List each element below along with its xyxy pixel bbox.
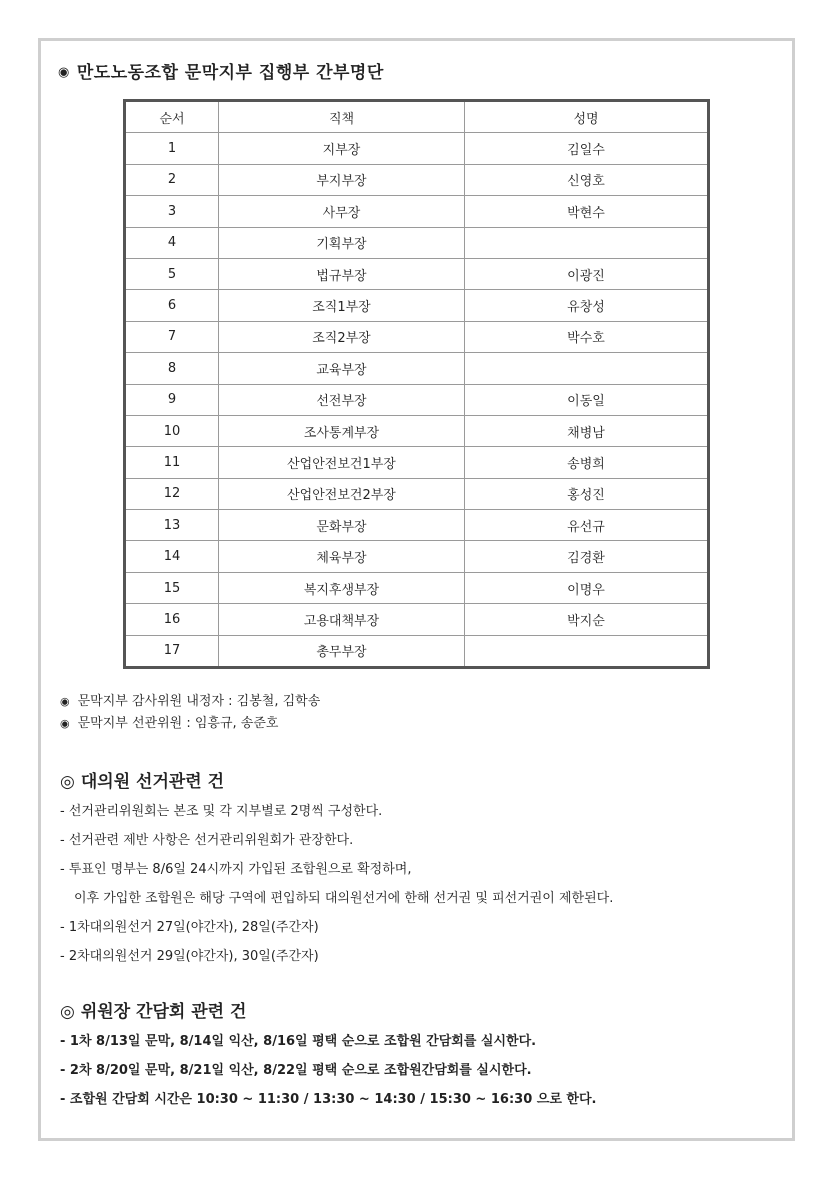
table-row (125, 290, 709, 321)
cell-order: 9 (125, 384, 219, 415)
cell-name: 김경환 (465, 541, 709, 572)
cell-name: 이광진 (465, 258, 709, 289)
list-item: - 2차대의원선거 29일(야간자), 30일(주간자) (60, 949, 319, 964)
cell-position: 고용대책부장 (219, 604, 465, 635)
section-mark-icon: ◎ (60, 1002, 75, 1022)
cell-name: 유선규 (465, 510, 709, 541)
note-auditors (60, 691, 320, 713)
table-header-row (125, 101, 709, 133)
cell-order: 1 (125, 133, 219, 164)
cell-position: 지부장 (219, 133, 465, 164)
list-item: - 2차 8/20일 문막, 8/21일 익산, 8/22일 평택 순으로 조합원간담회를 실시한다. (60, 1063, 532, 1078)
cell-name (465, 635, 709, 667)
cell-name: 이동일 (465, 384, 709, 415)
table-row (125, 415, 709, 446)
header-name: 성명 (465, 101, 709, 133)
cell-position: 부지부장 (219, 164, 465, 195)
cell-name: 이명우 (465, 572, 709, 603)
cell-order: 17 (125, 635, 219, 667)
cell-name (465, 227, 709, 258)
list-item: - 선거관리위원회는 본조 및 각 지부별로 2명씩 구성한다. (60, 804, 383, 819)
cell-name: 신영호 (465, 164, 709, 195)
header-order: 순서 (125, 101, 219, 133)
table-row (125, 196, 709, 227)
cell-position: 조직2부장 (219, 321, 465, 352)
page-title (58, 58, 384, 83)
cell-position: 산업안전보건2부장 (219, 478, 465, 509)
title-bullet-icon: ◉ (58, 65, 70, 80)
cell-position: 총무부장 (219, 635, 465, 667)
cell-order: 3 (125, 196, 219, 227)
cell-order: 2 (125, 164, 219, 195)
table-row (125, 541, 709, 572)
cell-order: 6 (125, 290, 219, 321)
cell-order: 13 (125, 510, 219, 541)
cell-position: 산업안전보건1부장 (219, 447, 465, 478)
note-text: 문막지부 선관위원 : 임흥규, 송준호 (77, 716, 279, 731)
table-row (125, 353, 709, 384)
cell-order: 8 (125, 353, 219, 384)
note-bullet-icon: ◉ (60, 717, 70, 730)
cell-name: 박수호 (465, 321, 709, 352)
notes (60, 691, 320, 735)
list-item: - 선거관련 제반 사항은 선거관리위원회가 관장한다. (60, 833, 354, 848)
table-row (125, 227, 709, 258)
list-item: - 1차대의원선거 27일(야간자), 28일(주간자) (60, 920, 319, 935)
cell-position: 교육부장 (219, 353, 465, 384)
table-row (125, 258, 709, 289)
cell-order: 4 (125, 227, 219, 258)
cell-order: 12 (125, 478, 219, 509)
cell-position: 사무장 (219, 196, 465, 227)
table-row (125, 478, 709, 509)
cell-name: 박지순 (465, 604, 709, 635)
section-title: 위원장 간담회 관련 건 (80, 1002, 247, 1022)
cell-name: 박현수 (465, 196, 709, 227)
cell-position: 법규부장 (219, 258, 465, 289)
cell-order: 16 (125, 604, 219, 635)
table-row (125, 384, 709, 415)
note-bullet-icon: ◉ (60, 695, 70, 708)
table-row (125, 510, 709, 541)
cell-name: 김일수 (465, 133, 709, 164)
cell-position: 문화부장 (219, 510, 465, 541)
cell-position: 복지후생부장 (219, 572, 465, 603)
cell-position: 기획부장 (219, 227, 465, 258)
officers-table (123, 99, 710, 669)
list-item: - 조합원 간담회 시간은 10:30 ~ 11:30 / 13:30 ~ 14:30 / 15:30 ~ 16:30 으로 한다. (60, 1092, 597, 1107)
list-item: - 투표인 명부는 8/6일 24시까지 가입된 조합원으로 확정하며, (60, 862, 412, 877)
cell-order: 10 (125, 415, 219, 446)
section-list-meeting (60, 1027, 596, 1114)
table-row (125, 572, 709, 603)
section-heading-election (60, 767, 224, 792)
cell-position: 조직1부장 (219, 290, 465, 321)
cell-order: 7 (125, 321, 219, 352)
table-row (125, 447, 709, 478)
cell-position: 조사통계부장 (219, 415, 465, 446)
cell-order: 5 (125, 258, 219, 289)
note-text: 문막지부 감사위원 내정자 : 김봉철, 김학송 (77, 694, 321, 709)
cell-name: 채병남 (465, 415, 709, 446)
section-list-election (60, 797, 613, 971)
table-row (125, 164, 709, 195)
table-row (125, 604, 709, 635)
table-row (125, 321, 709, 352)
table-row (125, 635, 709, 667)
cell-name: 홍성진 (465, 478, 709, 509)
title-text: 만도노동조합 문막지부 집행부 간부명단 (76, 63, 384, 83)
cell-position: 선전부장 (219, 384, 465, 415)
header-position: 직책 (219, 101, 465, 133)
cell-name: 송병희 (465, 447, 709, 478)
section-heading-meeting (60, 997, 246, 1022)
cell-order: 14 (125, 541, 219, 572)
cell-name (465, 353, 709, 384)
cell-order: 15 (125, 572, 219, 603)
table-row (125, 133, 709, 164)
list-item: - 1차 8/13일 문막, 8/14일 익산, 8/16일 평택 순으로 조합원 간담회를 실시한다. (60, 1034, 537, 1049)
list-item-continuation: 이후 가입한 조합원은 해당 구역에 편입하되 대의원선거에 한해 선거권 및 피선거권이 제한된다. (74, 891, 614, 906)
cell-name: 유창성 (465, 290, 709, 321)
cell-order: 11 (125, 447, 219, 478)
section-mark-icon: ◎ (60, 772, 75, 792)
cell-position: 체육부장 (219, 541, 465, 572)
note-election-committee (60, 713, 320, 735)
section-title: 대의원 선거관련 건 (80, 772, 225, 792)
